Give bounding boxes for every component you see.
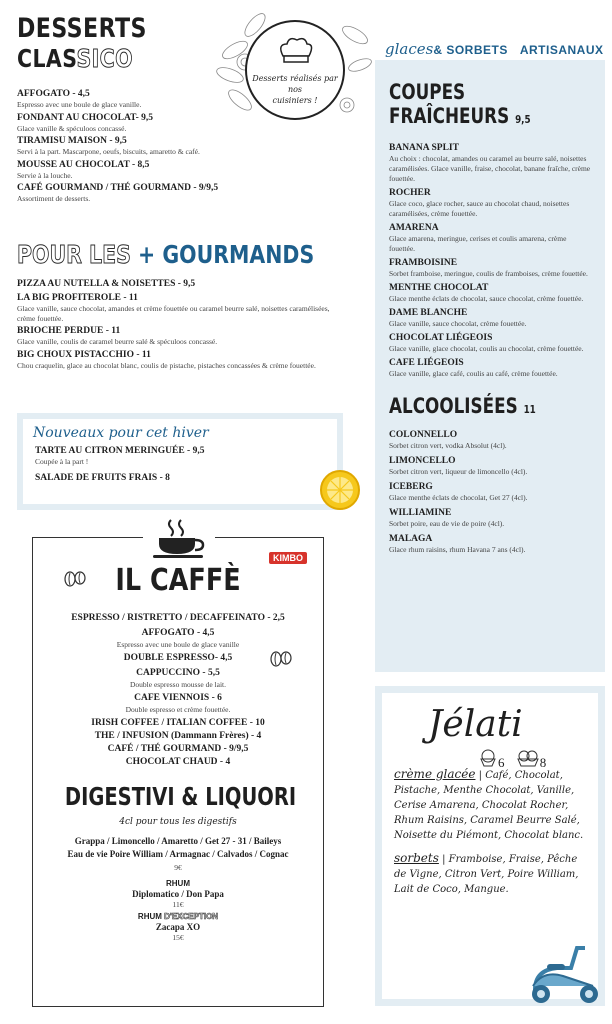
- list-item: AFFOGATO - 4,5 Espresso avec une boule de glace vanille: [116, 628, 240, 649]
- list-item: CAFE LIÉGEOIS Glace vanille, glace café, coulis au café, crème fouettée.: [389, 358, 558, 378]
- badge-text: nos: [287, 85, 303, 94]
- alcool-list: [389, 429, 591, 555]
- list-item: IRISH COFFEE / ITALIAN COFFEE - 10: [91, 718, 265, 728]
- list-item: DOUBLE ESPRESSO- 4,5: [123, 653, 233, 663]
- rhum-exc-price: 15€: [172, 933, 184, 942]
- list-item: DAME BLANCHE Glace vanille, sauce chocolat, crème fouettée.: [389, 308, 527, 328]
- list-item: CHOCOLAT LIÉGEOIS Glace vanille, glace chocolat, coulis au chocolat, crème fouettée.: [389, 333, 584, 353]
- scooter-icon: [525, 940, 605, 1011]
- list-item: CHOCOLAT CHAUD - 4: [125, 757, 231, 767]
- glaces-header: glaces& SORBETS ARTISANAUX: [385, 40, 604, 58]
- digestivi-note: 4cl pour tous les digestifs: [119, 817, 237, 827]
- homemade-badge: [245, 20, 345, 120]
- digestivi-line: Eau de vie Poire William / Armagnac / Calvados / Cognac: [67, 849, 289, 859]
- caffe-box: [32, 537, 324, 1007]
- rhum-label: RHUM: [166, 879, 190, 888]
- classico-title: CLASSICO: [17, 44, 133, 73]
- list-item: BANANA SPLIT Au choix : chocolat, amandes ou caramel au beurre salé, noisettes caramélisées. Glace vanille, fraise, chocolat, banane fraîche, crème fouettée.: [389, 143, 591, 183]
- alcool-title: ALCOOLISÉES 11: [389, 394, 536, 418]
- badge-text: cuisiniers !: [272, 96, 318, 105]
- list-item: MALAGA Glace rhum raisins, rhum Havana 7 ans (4cl).: [389, 534, 526, 554]
- list-item: ROCHER Glace coco, glace rocher, sauce au chocolat chaud, noisettes caramélisées, crème fouettée.: [389, 188, 570, 218]
- desserts-title: DESSERTS: [17, 13, 147, 44]
- list-item: CAFE VIENNOIS - 6 Double espresso et crème fouettée.: [125, 693, 231, 714]
- digestivi-line: Grappa / Limoncello / Amaretto / Get 27 - 31 / Baileys: [74, 836, 282, 846]
- list-item: TIRAMISU MAISON - 9,5 Servi à la part. Mascarpone, oeufs, biscuits, amaretto & café.: [17, 136, 200, 156]
- caffe-title: IL CAFFÈ: [115, 563, 241, 598]
- digestivi-title: DIGESTIVI & LIQUORI: [64, 782, 297, 811]
- rhum-exc-label: RHUM D'EXCEPTION: [137, 912, 219, 921]
- gourmands-title: POUR LES + GOURMANDS: [17, 240, 315, 269]
- list-item: CAFÉ GOURMAND / THÉ GOURMAND - 9/9,5 Assortiment de desserts.: [17, 183, 219, 203]
- gelati-prices: [478, 749, 546, 771]
- kimbo-logo: KIMBO: [269, 552, 307, 564]
- glaces-panel: [375, 60, 605, 672]
- sorbets-section: sorbets | Framboise, Fraise, Pêche de Vigne, Citron Vert, Poire William, Lait de Coco, Mangue.: [394, 851, 579, 895]
- list-item: CAFÉ / THÉ GOURMAND - 9/9,5: [107, 744, 249, 754]
- list-item: CAPPUCCINO - 5,5 Double espresso mousse de lait.: [129, 668, 227, 689]
- coffee-cup-icon: [143, 516, 215, 565]
- chef-hat-icon: [275, 36, 315, 64]
- nouveaux-box: [17, 413, 343, 510]
- list-item: COLONNELLO Sorbet citron vert, vodka Absolut (4cl).: [389, 430, 507, 450]
- lemon-icon: [318, 468, 362, 517]
- list-item: PIZZA AU NUTELLA & NOISETTES - 9,5: [17, 279, 196, 289]
- list-item: FONDANT AU CHOCOLAT- 9,5 Glace vanille & spéculoos concassé.: [17, 112, 154, 133]
- price-small: 6: [498, 755, 505, 770]
- digestivi-price: 9€: [174, 863, 182, 872]
- list-item: AFFOGATO - 4,5 Espresso avec une boule de glace vanille.: [17, 89, 142, 109]
- ice-cream-cup-icon: [478, 749, 498, 767]
- list-item: THE / INFUSION (Dammann Frères) - 4: [94, 731, 262, 741]
- caffe-list: [33, 612, 323, 769]
- list-item: FRAMBOISINE Sorbet framboise, meringue, coulis de framboises, crème fouettée.: [389, 258, 588, 278]
- list-item: MENTHE CHOCOLAT Glace menthe éclats de chocolat, sauce chocolat, crème fouettée.: [389, 283, 584, 303]
- rhum-price: 11€: [172, 900, 184, 909]
- list-item: AMARENA Glace amarena, meringue, cerises et coulis amarena, crème fouettée.: [389, 223, 567, 253]
- badge-text: Desserts réalisés par: [252, 74, 338, 83]
- list-item: ICEBERG Glace menthe éclats de chocolat, Get 27 (4cl).: [389, 482, 528, 502]
- list-item: SALADE DE FRUITS FRAIS - 8: [35, 473, 170, 483]
- list-item: LIMONCELLO Sorbet citron vert, liqueur de limoncello (4cl).: [389, 456, 528, 476]
- gelati-title: Jélati: [428, 704, 523, 745]
- beans-icon: [269, 650, 293, 673]
- ice-cream-cup-large-icon: [516, 749, 540, 767]
- price-large: 8: [539, 755, 547, 770]
- coupes-title: COUPES FRAÎCHEURS 9,5: [389, 80, 531, 128]
- list-item: WILLIAMINE Sorbet poire, eau de vie de poire (4cl).: [389, 508, 505, 528]
- list-item: BRIOCHE PERDUE - 11 Glace vanille, coulis de caramel beurre salé & spéculoos concassé.: [17, 326, 218, 346]
- rhum-line: Diplomatico / Don Papa: [132, 889, 224, 899]
- coupes-list: [389, 142, 591, 379]
- list-item: ESPRESSO / RISTRETTO / DECAFFEINATO - 2,5: [71, 613, 285, 623]
- rhum-exc-line: Zacapa XO: [155, 922, 201, 932]
- list-item: LA BIG PROFITEROLE - 11 Glace vanille, sauce chocolat, amandes et crème fouettée ou caramel beurre salé, noisettes caramélisées, crème fouettée.: [17, 292, 330, 323]
- list-item: BIG CHOUX PISTACCHIO - 11 Chou craquelin, glace au chocolat blanc, coulis de pistache, pistaches concassées & crème fouettée.: [17, 349, 316, 370]
- creme-section: crème glacée | Café, Chocolat, Pistache, Menthe Chocolat, Vanille, Cerise Amarena, Chocolat Rocher, Rhum Raisins, Caramel Beurre Salé, Noisette du Piémont, Chocolat blanc.: [394, 767, 584, 841]
- list-item: MOUSSE AU CHOCOLAT - 8,5 Servie à la louche.: [17, 159, 150, 180]
- gourmands-section: [17, 240, 347, 372]
- list-item: TARTE AU CITRON MERINGUÉE - 9,5 Coupée à la part !: [35, 446, 205, 466]
- nouveaux-title: Nouveaux pour cet hiver: [33, 425, 209, 441]
